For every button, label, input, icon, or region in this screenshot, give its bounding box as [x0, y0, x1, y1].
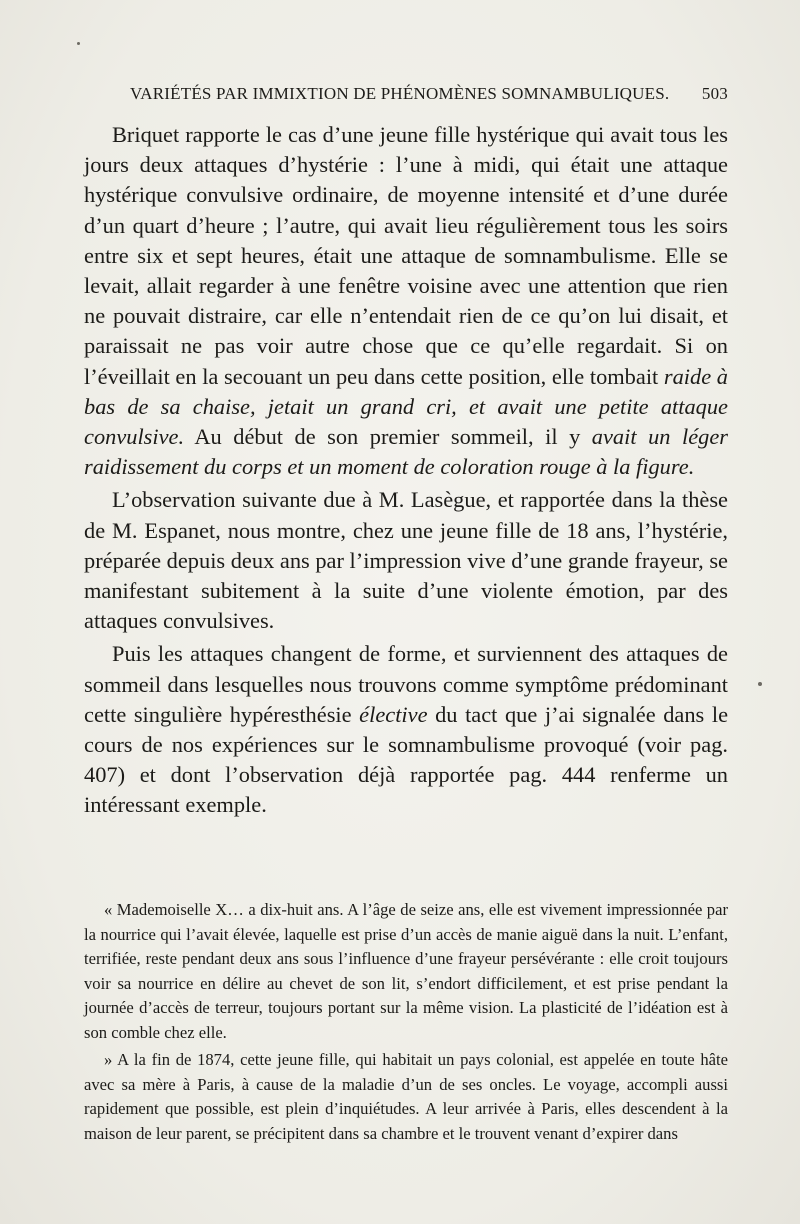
paragraph-text: Briquet rapporte le cas d’une jeune fille hystérique qui avait tous les jours deux attaques d’hystérie : l’une à midi, qui était une attaque hystérique convulsive ordinaire, de moyenne intensité et d’une durée d’un quart d’heure ; l’autre, qui avait lieu régulièrement tous les soirs entre six et sept heures, était une attaque de somnambulisme. Elle se levait, allait regarder à une fenêtre voisine avec une attention que rien ne pouvait distraire, car elle n’entendait rien de ce qu’on lui disait, et paraissait ne pas voir autre chose que ce qu’elle regardait. Si on l’éveillait en la secouant un peu dans cette position, elle tombait: [84, 122, 728, 389]
paragraph-text: Puis les attaques changent de forme, et surviennent des attaques de sommeil dans lesquelles nous trouvons comme symptôme prédominant cette singulière hypéresthésie: [84, 641, 728, 727]
paragraph-attaques: [84, 639, 728, 820]
italic-emphasis: élective: [359, 701, 428, 727]
paragraph-lasegue: L’observation suivante due à M. Lasègue, et rapportée dans la thèse de M. Espanet, nous montre, chez une jeune fille de 18 ans, l’hystérie, préparée depuis deux ans par l’impression vive d’une grande frayeur, se manifestant subitement à la suite d’une violente émotion, par des attaques convulsives.: [84, 487, 728, 634]
ink-speck: [758, 682, 762, 686]
paragraph-text: Au début de son premier sommeil, il y: [184, 424, 592, 450]
paragraph-briquet: [84, 120, 728, 482]
page-number: 503: [701, 84, 728, 103]
quote-paragraph: » A la fin de 1874, cette jeune fille, qui habitait un pays colonial, est appelée en toute hâte avec sa mère à Paris, à cause de la maladie d’un de ses oncles. Le voyage, accompli aussi rapidement que possible, est plein d’inquiétudes. A leur arrivée à Paris, elles descendent à la maison de leur parent, se précipitent dans sa chambre et le trouvent venant d’expirer dans: [84, 1050, 728, 1143]
observation-quote: [84, 898, 728, 1146]
ink-speck: [77, 42, 80, 45]
running-title: VARIÉTÉS PAR IMMIXTION DE PHÉNOMÈNES SOMNAMBULIQUES.: [130, 84, 670, 103]
quote-paragraph: « Mademoiselle X… a dix-huit ans. A l’âge de seize ans, elle est vivement impressionnée par la nourrice qui l’avait élevée, laquelle est prise d’un accès de manie aiguë dans la nuit. L’enfant, terrifiée, reste pendant deux ans sous l’influence d’une frayeur persévérante : elle croit toujours voir sa nourrice en délire au chevet de son lit, s’endort difficilement, et est prise pendant la journée d’accès de terreur, toujours portant sur la même vision. La plasticité de l’idéation est à son comble chez elle.: [84, 900, 728, 1042]
italic-emphasis: avait un léger raidissement du corps et un moment de coloration rouge à la figure.: [84, 424, 728, 480]
main-text: [84, 120, 728, 821]
running-header: [130, 84, 728, 110]
italic-emphasis: raide à bas de sa chaise, jetait un grand cri, et avait une petite attaque convulsive.: [84, 363, 728, 450]
paragraph-text: du tact que j’ai signalée dans le cours de nos expériences sur le somnambulisme provoqué (voir pag. 407) et dont l’observation déjà rapportée pag. 444 renferme un intéressant exemple.: [84, 701, 729, 818]
